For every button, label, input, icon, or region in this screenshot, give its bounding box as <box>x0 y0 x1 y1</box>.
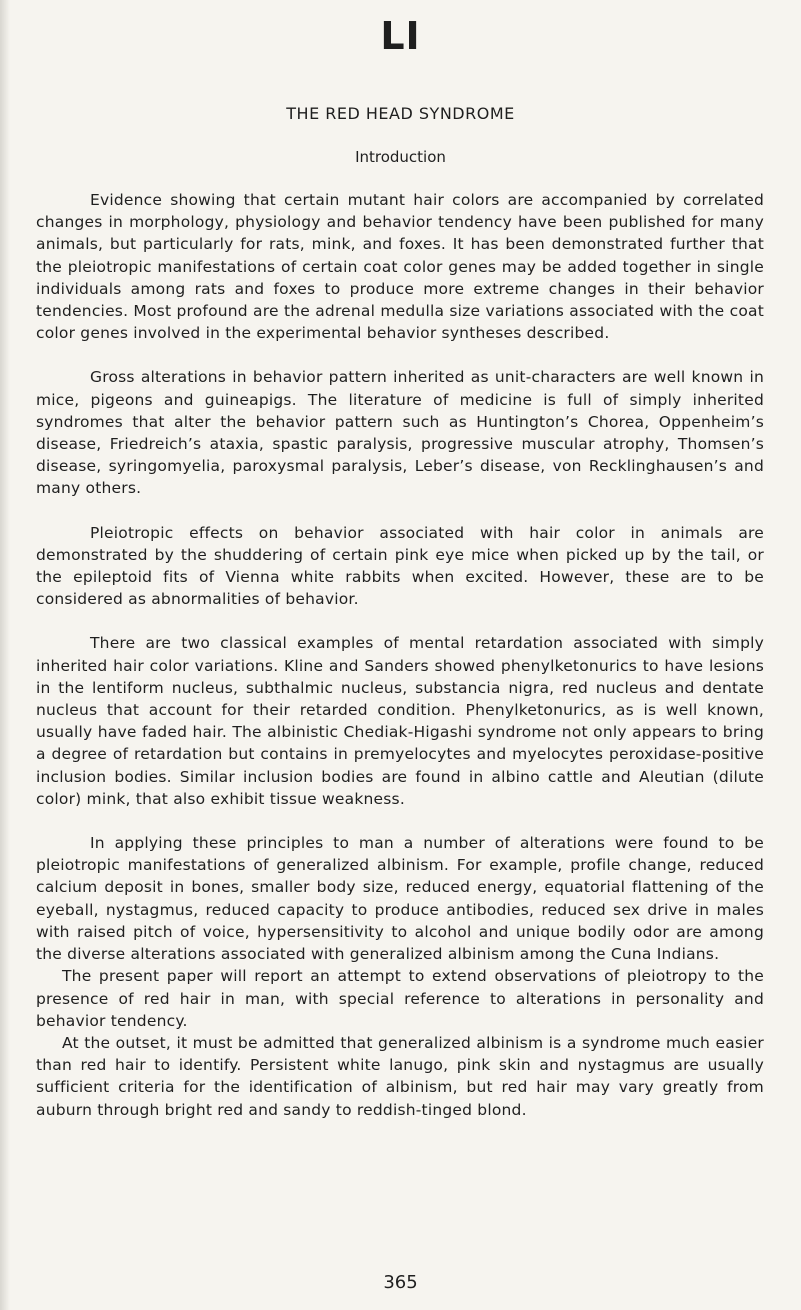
paragraph: At the outset, it must be admitted that generalized albinism is a syndrome much easier than red hair to identify. Persistent white lanugo, pink skin and nystagmus are usually sufficient criteria for the identification of albinism, but red hair may vary greatly from auburn through bright red and sandy to reddish-tinged blond. <box>36 1033 764 1119</box>
binding-shadow <box>0 0 10 1310</box>
section-heading: Introduction <box>355 148 446 166</box>
paragraph: There are two classical examples of mental retardation associated with simply inherited hair color variations. Kline and Sanders showed phenylketonurics to have lesions in the lentiform nucleus, subthalmic nucleus, substancia nigra, red nucleus and dentate nucleus that account for their retarded condition. Phenylketonurics, as is well known, usually have faded hair. The albinistic Chediak-Higashi syndrome not only appears to bring a degree of retardation but contains in premyelocytes and myelocytes peroxidase-positive inclusion bodies. Similar inclusion bodies are found in albino cattle and Aleutian (dilute color) mink, that also exhibit tissue weakness. <box>36 634 764 808</box>
chapter-title: THE RED HEAD SYNDROME <box>286 104 515 123</box>
paragraph: Evidence showing that certain mutant hair colors are accompanied by correlated changes in morphology, physiology and behavior tendency have been published for many animals, but particularly for rats, mink, and foxes. It has been demonstrated further that the pleiotropic manifestations of certain coat color genes may be added together in single individuals among rats and foxes to produce more extreme changes in their behavior tendencies. Most profound are the adrenal medulla size variations associated with the coat color genes involved in the experimental behavior syntheses described. <box>36 191 764 343</box>
paragraph: The present paper will report an attempt to extend observations of pleiotropy to the presence of red hair in man, with special reference to alterations in personality and behavior tendency. <box>36 967 764 1030</box>
paragraph: Gross alterations in behavior pattern inherited as unit-characters are well known in mice, pigeons and guineapigs. The literature of medicine is full of simply inherited syndromes that alter the behavior pattern such as Huntington’s Chorea, Oppenheim’s disease, Friedreich’s ataxia, spastic paralysis, progressive muscular atrophy, Thomsen’s disease, syringomyelia, paroxysmal paralysis, Leber’s disease, von Recklinghausen’s and many others. <box>36 368 764 498</box>
body-text <box>36 189 764 1121</box>
paragraph: Pleiotropic effects on behavior associated with hair color in animals are demonstrated by the shuddering of certain pink eye mice when picked up by the tail, or the epileptoid fits of Vienna white rabbits when excited. However, these are to be considered as abnormalities of behavior. <box>36 523 764 609</box>
chapter-number: LI <box>380 14 421 58</box>
page-number: 365 <box>383 1272 418 1293</box>
paragraph: In applying these principles to man a number of alterations were found to be pleiotropic manifestations of generalized albinism. For example, profile change, reduced calcium deposit in bones, smaller body size, reduced energy, equatorial flattening of the eyeball, nystagmus, reduced capacity to produce antibodies, reduced sex drive in males with raised pitch of voice, hypersensitivity to alcohol and unique bodily odor are among the diverse alterations associated with generalized albinism among the Cuna Indians. <box>36 834 764 964</box>
